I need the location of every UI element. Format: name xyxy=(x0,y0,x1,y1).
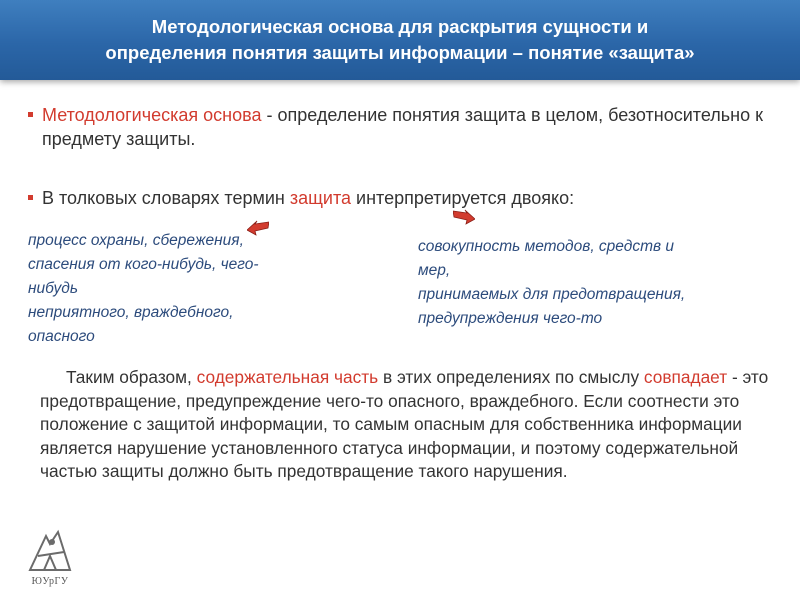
bullet-body-before: В толковых словарях термин xyxy=(42,188,290,208)
conclusion-paragraph xyxy=(40,366,775,484)
definition-line: предупреждения чего-то xyxy=(418,310,603,327)
definition-line: процесс охраны, сбережения, xyxy=(28,232,244,249)
bullet-text xyxy=(28,186,768,210)
university-emblem-icon xyxy=(24,526,76,576)
definition-line: неприятного, враждебного, xyxy=(28,304,234,321)
bullet-marker-icon xyxy=(28,195,33,200)
conclusion-part: Таким образом, xyxy=(66,367,197,387)
definition-line: нибудь xyxy=(28,280,78,297)
definition-line: спасения от кого-нибудь, чего- xyxy=(28,256,259,273)
highlight-term: содержательная часть xyxy=(196,367,379,387)
definition-line: мер, xyxy=(418,262,451,279)
bullet-text xyxy=(28,103,768,151)
slide-title xyxy=(20,14,780,66)
bullet-body-after: интерпретируется двояко: xyxy=(351,188,575,208)
highlight-term: совпадает xyxy=(643,367,728,387)
definition-line: принимаемых для предотвращения, xyxy=(418,286,686,303)
slide-title-line1: Методологическая основа для раскрытия сущности и xyxy=(151,16,649,37)
bullet-body: - определение понятия защита в целом, безотносительно к предмету защиты. xyxy=(42,105,763,149)
conclusion-part: в этих определениях по смыслу xyxy=(378,367,644,387)
bullet-marker-icon xyxy=(28,112,33,117)
slide-header xyxy=(0,0,800,80)
highlight-term: Методологическая основа xyxy=(42,105,262,125)
conclusion-part: - это предотвращение, предупреждение чего-то опасного, враждебного. Если соотнести это положение с защитой информации, то самым опасным для собственника информации является нарушение установленного статуса информации, и поэтому содержательной частью защиты должно быть предотвращение такого нарушения. xyxy=(40,367,769,481)
definition-process xyxy=(28,229,348,349)
university-logo xyxy=(24,526,76,594)
bullet-dictionary-definitions xyxy=(28,186,768,210)
definition-line: опасного xyxy=(28,328,95,345)
slide-title-line2: определения понятия защиты информации – понятие «защита» xyxy=(105,42,695,63)
university-logo-text: ЮУрГУ xyxy=(31,576,69,587)
definition-methods xyxy=(418,235,788,331)
bullet-methodological-basis xyxy=(28,103,768,151)
definition-line: совокупность методов, средств и xyxy=(418,238,674,255)
highlight-term: защита xyxy=(289,188,352,208)
arrow-down-right-icon xyxy=(453,209,475,225)
